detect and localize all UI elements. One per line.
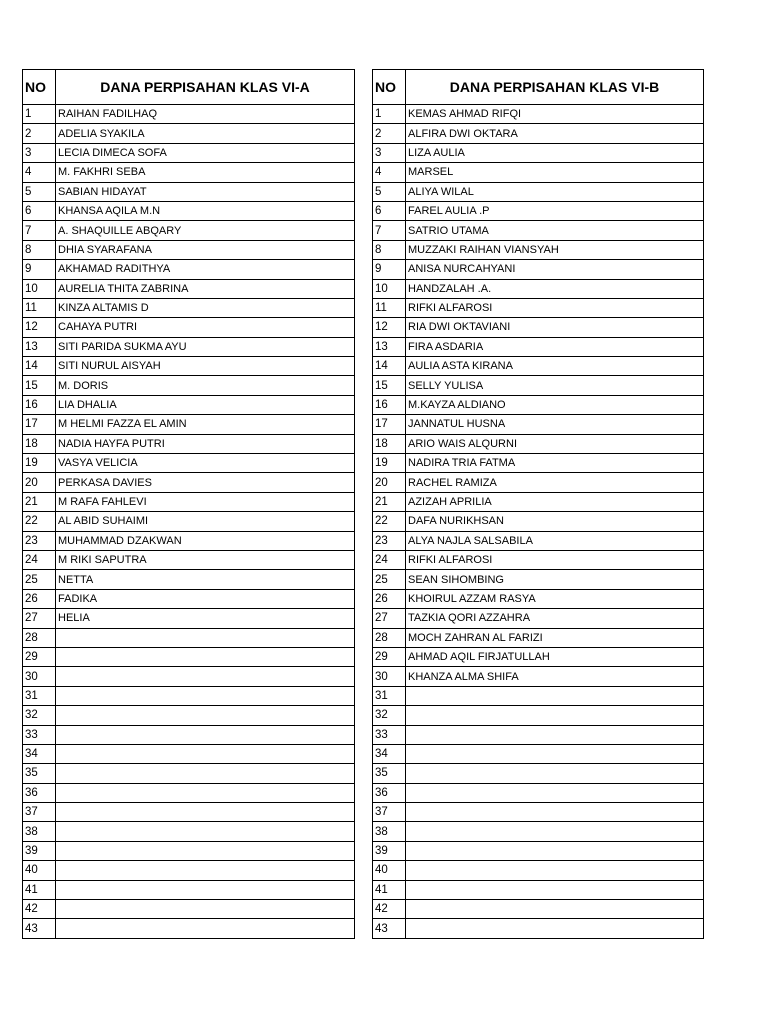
student-name-cell: DAFA NURIKHSAN (406, 512, 704, 531)
row-number-cell: 10 (373, 279, 406, 298)
student-name-cell: SEAN SIHOMBING (406, 570, 704, 589)
student-name-cell: LIA DHALIA (56, 395, 355, 414)
student-name-cell: SITI NURUL AISYAH (56, 357, 355, 376)
table-row (373, 512, 704, 531)
student-name-cell: A. SHAQUILLE ABQARY (56, 221, 355, 240)
student-name-cell: AHMAD AQIL FIRJATULLAH (406, 647, 704, 666)
student-name-cell: FIRA ASDARIA (406, 337, 704, 356)
table-header-row (23, 70, 355, 105)
student-name-cell (56, 803, 355, 822)
row-number-cell: 9 (23, 260, 56, 279)
student-name-cell: LECIA DIMECA SOFA (56, 143, 355, 162)
student-name-cell (406, 725, 704, 744)
student-name-cell (406, 686, 704, 705)
student-name-cell: M. FAKHRI SEBA (56, 163, 355, 182)
table-row (373, 357, 704, 376)
student-name-cell: M RAFA FAHLEVI (56, 492, 355, 511)
row-number-cell: 42 (373, 900, 406, 919)
row-number-cell: 1 (23, 105, 56, 124)
row-number-cell: 18 (23, 434, 56, 453)
student-name-cell: HELIA (56, 609, 355, 628)
student-name-cell (56, 900, 355, 919)
row-number-cell: 8 (373, 240, 406, 259)
student-name-cell (56, 725, 355, 744)
row-number-cell: 19 (23, 454, 56, 473)
table-row (23, 298, 355, 317)
row-number-cell: 17 (373, 415, 406, 434)
student-name-cell: SABIAN HIDAYAT (56, 182, 355, 201)
row-number-cell: 41 (23, 880, 56, 899)
table-row (23, 880, 355, 899)
student-name-cell: VASYA VELICIA (56, 454, 355, 473)
student-name-cell: ALIYA WILAL (406, 182, 704, 201)
row-number-cell: 22 (373, 512, 406, 531)
row-number-cell: 5 (23, 182, 56, 201)
table-row (373, 434, 704, 453)
row-number-cell: 41 (373, 880, 406, 899)
row-number-cell: 40 (23, 861, 56, 880)
table-row (373, 201, 704, 220)
table-row (373, 589, 704, 608)
student-name-cell: CAHAYA PUTRI (56, 318, 355, 337)
table-row (23, 415, 355, 434)
table-row (23, 686, 355, 705)
student-name-cell: KINZA ALTAMIS D (56, 298, 355, 317)
row-number-cell: 39 (23, 841, 56, 860)
table-row (23, 221, 355, 240)
row-number-cell: 18 (373, 434, 406, 453)
student-name-cell: M RIKI SAPUTRA (56, 550, 355, 569)
row-number-cell: 3 (23, 143, 56, 162)
student-name-cell: RAIHAN FADILHAQ (56, 105, 355, 124)
student-name-cell (406, 880, 704, 899)
student-name-cell (56, 841, 355, 860)
student-name-cell (56, 647, 355, 666)
row-number-cell: 2 (23, 124, 56, 143)
row-number-cell: 38 (373, 822, 406, 841)
row-number-cell: 17 (23, 415, 56, 434)
student-name-cell: ADELIA SYAKILA (56, 124, 355, 143)
row-number-cell: 26 (23, 589, 56, 608)
table-row (23, 454, 355, 473)
table-row (373, 880, 704, 899)
table-row (373, 861, 704, 880)
row-number-cell: 28 (23, 628, 56, 647)
student-name-cell (406, 919, 704, 938)
table-row (373, 163, 704, 182)
table-title: DANA PERPISAHAN KLAS VI-A (56, 70, 355, 105)
row-number-cell: 16 (23, 395, 56, 414)
table-row (23, 105, 355, 124)
row-number-cell: 14 (373, 357, 406, 376)
table-row (373, 667, 704, 686)
row-number-cell: 9 (373, 260, 406, 279)
table-row (373, 298, 704, 317)
table-row (23, 201, 355, 220)
row-number-cell: 10 (23, 279, 56, 298)
roster-table-vi-b (372, 69, 704, 939)
table-row (23, 900, 355, 919)
table-row (373, 473, 704, 492)
student-name-cell: TAZKIA QORI AZZAHRA (406, 609, 704, 628)
row-number-cell: 43 (373, 919, 406, 938)
student-name-cell: AL ABID SUHAIMI (56, 512, 355, 531)
row-number-cell: 43 (23, 919, 56, 938)
student-name-cell: M.KAYZA ALDIANO (406, 395, 704, 414)
table-row (23, 570, 355, 589)
row-number-cell: 22 (23, 512, 56, 531)
table-row (373, 531, 704, 550)
table-row (23, 764, 355, 783)
table-row (373, 919, 704, 938)
student-name-cell (56, 783, 355, 802)
row-number-cell: 7 (373, 221, 406, 240)
table-row (373, 492, 704, 511)
table-row (373, 647, 704, 666)
student-name-cell (406, 841, 704, 860)
student-name-cell (56, 861, 355, 880)
student-name-cell: AURELIA THITA ZABRINA (56, 279, 355, 298)
student-name-cell (56, 764, 355, 783)
table-row (23, 531, 355, 550)
row-number-cell: 31 (23, 686, 56, 705)
row-number-cell: 26 (373, 589, 406, 608)
row-number-cell: 42 (23, 900, 56, 919)
student-name-cell: MUZZAKI RAIHAN VIANSYAH (406, 240, 704, 259)
row-number-cell: 32 (373, 706, 406, 725)
student-name-cell (56, 822, 355, 841)
table-row (23, 376, 355, 395)
row-number-cell: 24 (373, 550, 406, 569)
row-number-cell: 12 (23, 318, 56, 337)
no-column-header: NO (23, 70, 56, 105)
row-number-cell: 30 (23, 667, 56, 686)
student-name-cell: RIFKI ALFAROSI (406, 550, 704, 569)
student-name-cell: NADIA HAYFA PUTRI (56, 434, 355, 453)
student-name-cell (56, 744, 355, 763)
table-row (373, 454, 704, 473)
student-name-cell: SELLY YULISA (406, 376, 704, 395)
table-row (373, 105, 704, 124)
row-number-cell: 2 (373, 124, 406, 143)
table-row (23, 512, 355, 531)
table-header-row (373, 70, 704, 105)
table-title: DANA PERPISAHAN KLAS VI-B (406, 70, 704, 105)
table-row (23, 473, 355, 492)
table-row (373, 609, 704, 628)
row-number-cell: 13 (373, 337, 406, 356)
student-name-cell (56, 628, 355, 647)
table-row (23, 492, 355, 511)
row-number-cell: 13 (23, 337, 56, 356)
table-row (373, 725, 704, 744)
table-body (373, 105, 704, 939)
table-row (23, 395, 355, 414)
table-row (23, 667, 355, 686)
student-name-cell: HANDZALAH .A. (406, 279, 704, 298)
table-row (23, 841, 355, 860)
student-name-cell: AZIZAH APRILIA (406, 492, 704, 511)
table-row (373, 803, 704, 822)
table-row (373, 240, 704, 259)
student-name-cell: ALFIRA DWI OKTARA (406, 124, 704, 143)
student-name-cell: JANNATUL HUSNA (406, 415, 704, 434)
table-row (373, 706, 704, 725)
row-number-cell: 33 (23, 725, 56, 744)
student-name-cell (406, 783, 704, 802)
student-name-cell: MARSEL (406, 163, 704, 182)
table-body (23, 105, 355, 939)
row-number-cell: 20 (373, 473, 406, 492)
row-number-cell: 14 (23, 357, 56, 376)
student-name-cell (406, 900, 704, 919)
student-name-cell: SATRIO UTAMA (406, 221, 704, 240)
student-name-cell: LIZA AULIA (406, 143, 704, 162)
table-row (373, 764, 704, 783)
row-number-cell: 32 (23, 706, 56, 725)
row-number-cell: 34 (23, 744, 56, 763)
row-number-cell: 21 (23, 492, 56, 511)
row-number-cell: 6 (23, 201, 56, 220)
row-number-cell: 11 (373, 298, 406, 317)
table-row (373, 841, 704, 860)
table-row (23, 706, 355, 725)
table-row (23, 434, 355, 453)
table-row (373, 744, 704, 763)
student-name-cell: KHANSA AQILA M.N (56, 201, 355, 220)
student-name-cell (406, 706, 704, 725)
table-row (23, 318, 355, 337)
table-row (23, 725, 355, 744)
table-row (23, 143, 355, 162)
table-row (373, 822, 704, 841)
table-row (373, 376, 704, 395)
student-name-cell: DHIA SYARAFANA (56, 240, 355, 259)
row-number-cell: 15 (23, 376, 56, 395)
row-number-cell: 24 (23, 550, 56, 569)
row-number-cell: 37 (373, 803, 406, 822)
row-number-cell: 40 (373, 861, 406, 880)
table-row (23, 240, 355, 259)
row-number-cell: 35 (23, 764, 56, 783)
row-number-cell: 7 (23, 221, 56, 240)
student-name-cell (56, 686, 355, 705)
row-number-cell: 15 (373, 376, 406, 395)
row-number-cell: 3 (373, 143, 406, 162)
table-row (23, 163, 355, 182)
table-row (23, 260, 355, 279)
student-name-cell: SITI PARIDA SUKMA AYU (56, 337, 355, 356)
row-number-cell: 11 (23, 298, 56, 317)
table-row (373, 415, 704, 434)
table-row (23, 182, 355, 201)
student-name-cell: ANISA NURCAHYANI (406, 260, 704, 279)
table-row (23, 279, 355, 298)
student-name-cell (56, 667, 355, 686)
table-row (23, 783, 355, 802)
table-row (373, 260, 704, 279)
student-name-cell (406, 822, 704, 841)
row-number-cell: 34 (373, 744, 406, 763)
student-name-cell (406, 764, 704, 783)
table-row (23, 822, 355, 841)
table-row (373, 182, 704, 201)
row-number-cell: 8 (23, 240, 56, 259)
student-name-cell: ALYA NAJLA SALSABILA (406, 531, 704, 550)
student-name-cell (56, 880, 355, 899)
table-row (23, 861, 355, 880)
student-name-cell (406, 803, 704, 822)
student-name-cell: KHANZA ALMA SHIFA (406, 667, 704, 686)
row-number-cell: 5 (373, 182, 406, 201)
table-row (23, 589, 355, 608)
student-name-cell: KEMAS AHMAD RIFQI (406, 105, 704, 124)
table-row (373, 143, 704, 162)
table-row (23, 124, 355, 143)
table-row (23, 744, 355, 763)
row-number-cell: 4 (373, 163, 406, 182)
student-name-cell: KHOIRUL AZZAM RASYA (406, 589, 704, 608)
row-number-cell: 30 (373, 667, 406, 686)
table-row (373, 279, 704, 298)
table-row (373, 318, 704, 337)
row-number-cell: 16 (373, 395, 406, 414)
roster-table-vi-a (22, 69, 355, 939)
row-number-cell: 35 (373, 764, 406, 783)
table-row (23, 609, 355, 628)
row-number-cell: 1 (373, 105, 406, 124)
student-name-cell (406, 861, 704, 880)
row-number-cell: 19 (373, 454, 406, 473)
table-row (373, 900, 704, 919)
row-number-cell: 4 (23, 163, 56, 182)
row-number-cell: 31 (373, 686, 406, 705)
table-row (23, 628, 355, 647)
row-number-cell: 20 (23, 473, 56, 492)
student-name-cell: FAREL AULIA .P (406, 201, 704, 220)
student-name-cell: RACHEL RAMIZA (406, 473, 704, 492)
row-number-cell: 23 (373, 531, 406, 550)
student-name-cell: M. DORIS (56, 376, 355, 395)
row-number-cell: 37 (23, 803, 56, 822)
table-row (23, 357, 355, 376)
student-name-cell: M HELMI FAZZA EL AMIN (56, 415, 355, 434)
student-name-cell: MOCH ZAHRAN AL FARIZI (406, 628, 704, 647)
no-column-header: NO (373, 70, 406, 105)
table-row (23, 337, 355, 356)
row-number-cell: 25 (373, 570, 406, 589)
row-number-cell: 29 (23, 647, 56, 666)
row-number-cell: 39 (373, 841, 406, 860)
student-name-cell: MUHAMMAD DZAKWAN (56, 531, 355, 550)
row-number-cell: 23 (23, 531, 56, 550)
row-number-cell: 36 (23, 783, 56, 802)
row-number-cell: 27 (23, 609, 56, 628)
row-number-cell: 21 (373, 492, 406, 511)
table-row (373, 686, 704, 705)
row-number-cell: 25 (23, 570, 56, 589)
row-number-cell: 33 (373, 725, 406, 744)
table-row (373, 550, 704, 569)
student-name-cell: NETTA (56, 570, 355, 589)
student-name-cell: FADIKA (56, 589, 355, 608)
row-number-cell: 38 (23, 822, 56, 841)
student-name-cell: AULIA ASTA KIRANA (406, 357, 704, 376)
row-number-cell: 28 (373, 628, 406, 647)
student-name-cell: AKHAMAD RADITHYA (56, 260, 355, 279)
table-row (373, 337, 704, 356)
student-name-cell: NADIRA TRIA FATMA (406, 454, 704, 473)
table-row (373, 395, 704, 414)
student-name-cell (56, 706, 355, 725)
table-row (373, 570, 704, 589)
row-number-cell: 29 (373, 647, 406, 666)
table-row (373, 628, 704, 647)
table-row (23, 550, 355, 569)
table-row (373, 783, 704, 802)
row-number-cell: 27 (373, 609, 406, 628)
student-name-cell: ARIO WAIS ALQURNI (406, 434, 704, 453)
student-name-cell (56, 919, 355, 938)
student-name-cell: RIA DWI OKTAVIANI (406, 318, 704, 337)
row-number-cell: 12 (373, 318, 406, 337)
student-name-cell: PERKASA DAVIES (56, 473, 355, 492)
student-name-cell: RIFKI ALFAROSI (406, 298, 704, 317)
row-number-cell: 6 (373, 201, 406, 220)
table-row (373, 124, 704, 143)
table-row (23, 803, 355, 822)
table-row (23, 919, 355, 938)
table-row (23, 647, 355, 666)
student-name-cell (406, 744, 704, 763)
row-number-cell: 36 (373, 783, 406, 802)
table-row (373, 221, 704, 240)
